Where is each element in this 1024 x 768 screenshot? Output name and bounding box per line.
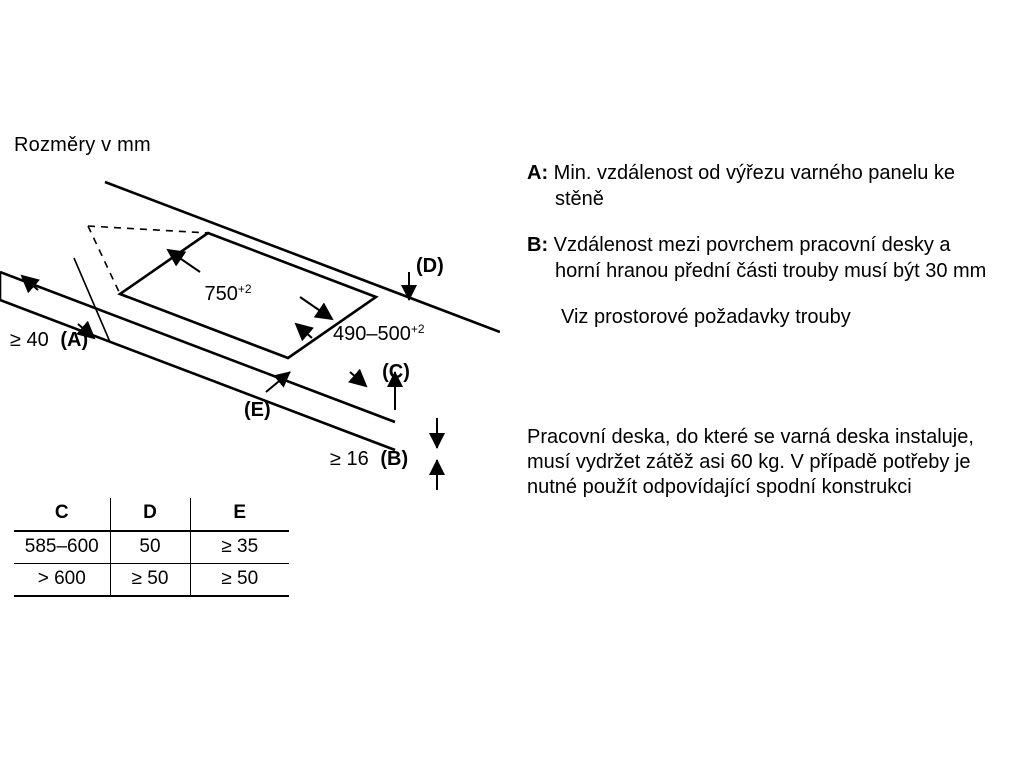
note-b-text: Vzdálenost mezi povrchem pracovní desky a horní hranou přední části trouby musí být 30 mm	[553, 234, 987, 282]
table-header-d: D	[110, 498, 190, 531]
dimensions-title: Rozměry v mm	[14, 134, 151, 156]
table-cell-e: ≥ 50	[190, 564, 289, 597]
note-a	[527, 160, 997, 212]
depth-dimension-arrow-up	[296, 324, 312, 338]
dashed-guide-line-2	[88, 226, 120, 294]
table-header-row	[14, 498, 289, 531]
note-b	[527, 232, 997, 284]
table-cell-e: ≥ 35	[190, 531, 289, 564]
d-label: (D)	[416, 255, 444, 277]
width-dimension-arrow-left	[168, 250, 200, 272]
note-b-key: B:	[527, 234, 549, 256]
table-cell-c: > 600	[37, 568, 86, 589]
table-cell-d: ≥ 50	[110, 564, 190, 597]
worktop-front-edge-line	[0, 272, 395, 422]
depth-label: $490-500^{+2}$	[333, 322, 425, 345]
notes-column	[527, 160, 997, 360]
note-load-capacity: Pracovní deska, do které se varná deska instaluje, musí vydržet zátěž asi 60 kg. V případě potřeby je nutné použít odpovídající spodní konstrukci	[527, 426, 974, 498]
table-header-e: E	[190, 498, 289, 531]
c-label: (C)	[382, 361, 410, 383]
depth-dimension-arrow-down	[350, 372, 366, 386]
note-a-text: Min. vzdálenost od výřezu varného panelu ke stěně	[553, 162, 956, 210]
installation-drawing	[0, 160, 500, 490]
note-oven-requirements: Viz prostorové požadavky trouby	[561, 306, 851, 328]
thickness-label: ≥ 16 (B)	[330, 448, 409, 470]
table-row	[14, 564, 289, 597]
width-label: $750^{+2}$	[204, 282, 252, 305]
e-label: (E)	[244, 399, 271, 421]
table-cell-d: 50	[110, 531, 190, 564]
table-header-c: C	[54, 502, 69, 523]
width-dimension-arrow-right	[300, 297, 332, 319]
dashed-guide-line-1	[88, 226, 208, 233]
table-cell-c: 585–600	[24, 536, 99, 557]
wall-distance-arrow-up	[22, 276, 38, 290]
table-row	[14, 531, 289, 564]
wall-distance-label: ≥ 40 (A)	[10, 329, 89, 351]
dimension-table	[14, 498, 289, 597]
note-a-key: A:	[527, 162, 549, 184]
